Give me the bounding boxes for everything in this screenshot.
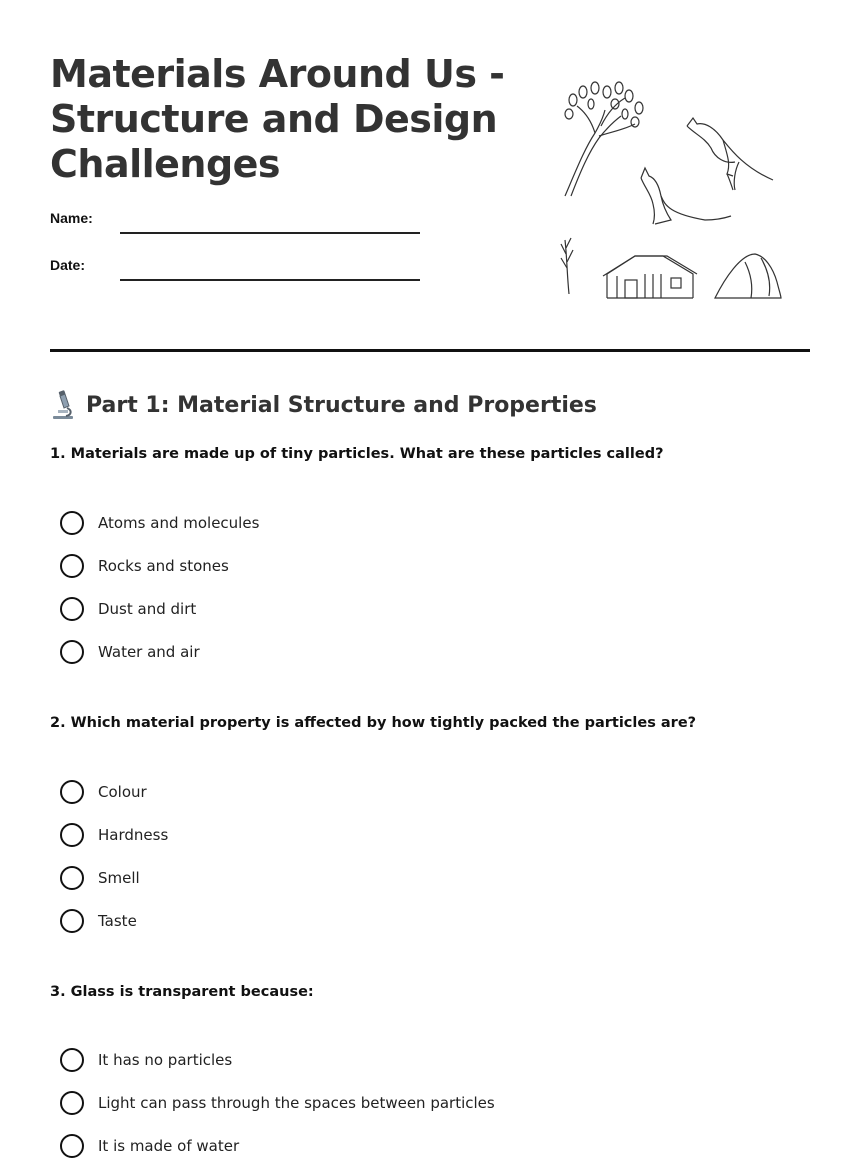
option-label: Water and air bbox=[98, 643, 200, 661]
radio-button-icon[interactable] bbox=[60, 511, 84, 535]
hut-drawing bbox=[603, 256, 697, 298]
option-label: Hardness bbox=[98, 826, 169, 844]
q1-option-a[interactable] bbox=[60, 510, 259, 536]
option-label: Light can pass through the spaces between particles bbox=[98, 1094, 495, 1112]
kangaroo-drawing-small bbox=[641, 168, 731, 224]
date-field bbox=[50, 257, 420, 287]
radio-button-icon[interactable] bbox=[60, 866, 84, 890]
radio-button-icon[interactable] bbox=[60, 1091, 84, 1115]
question-3: 3. Glass is transparent because: bbox=[50, 984, 314, 1000]
q3-option-b[interactable] bbox=[60, 1090, 495, 1116]
radio-button-icon[interactable] bbox=[60, 597, 84, 621]
header-divider bbox=[50, 349, 810, 352]
q3-option-c[interactable] bbox=[60, 1133, 239, 1159]
option-label: Atoms and molecules bbox=[98, 514, 260, 532]
radio-button-icon[interactable] bbox=[60, 554, 84, 578]
q1-option-d[interactable] bbox=[60, 639, 200, 665]
date-label: Date: bbox=[50, 257, 86, 273]
date-answer-line[interactable] bbox=[120, 279, 420, 281]
radio-button-icon[interactable] bbox=[60, 909, 84, 933]
q3-option-a[interactable] bbox=[60, 1047, 232, 1073]
radio-button-icon[interactable] bbox=[60, 823, 84, 847]
option-label: Taste bbox=[98, 912, 137, 930]
q1-option-b[interactable] bbox=[60, 553, 229, 579]
page-title: Materials Around Us - Structure and Design Challenges bbox=[50, 52, 505, 186]
option-label: Colour bbox=[98, 783, 147, 801]
q2-option-a[interactable] bbox=[60, 779, 147, 805]
option-label: Rocks and stones bbox=[98, 557, 229, 575]
microscope-icon bbox=[50, 390, 76, 420]
tree-drawing bbox=[565, 82, 643, 196]
radio-button-icon[interactable] bbox=[60, 1048, 84, 1072]
section-heading bbox=[50, 388, 597, 422]
option-label: Dust and dirt bbox=[98, 600, 197, 618]
option-label: It has no particles bbox=[98, 1051, 233, 1069]
question-1: 1. Materials are made up of tiny particles. What are these particles called? bbox=[50, 446, 664, 462]
q1-option-c[interactable] bbox=[60, 596, 196, 622]
q2-option-d[interactable] bbox=[60, 908, 137, 934]
name-answer-line[interactable] bbox=[120, 232, 420, 234]
section-heading-text: Part 1: Material Structure and Properties bbox=[86, 392, 597, 418]
name-label: Name: bbox=[50, 210, 93, 226]
option-label: It is made of water bbox=[98, 1137, 240, 1155]
question-2: 2. Which material property is affected by how tightly packed the particles are? bbox=[50, 715, 697, 731]
radio-button-icon[interactable] bbox=[60, 640, 84, 664]
name-field bbox=[50, 210, 420, 240]
radio-button-icon[interactable] bbox=[60, 780, 84, 804]
q2-option-b[interactable] bbox=[60, 822, 168, 848]
kangaroo-drawing bbox=[687, 118, 773, 190]
plant-drawing bbox=[561, 238, 573, 294]
q2-option-c[interactable] bbox=[60, 865, 140, 891]
rock-drawing bbox=[715, 254, 781, 298]
header-illustration bbox=[555, 78, 785, 303]
option-label: Smell bbox=[98, 869, 140, 887]
radio-button-icon[interactable] bbox=[60, 1134, 84, 1158]
